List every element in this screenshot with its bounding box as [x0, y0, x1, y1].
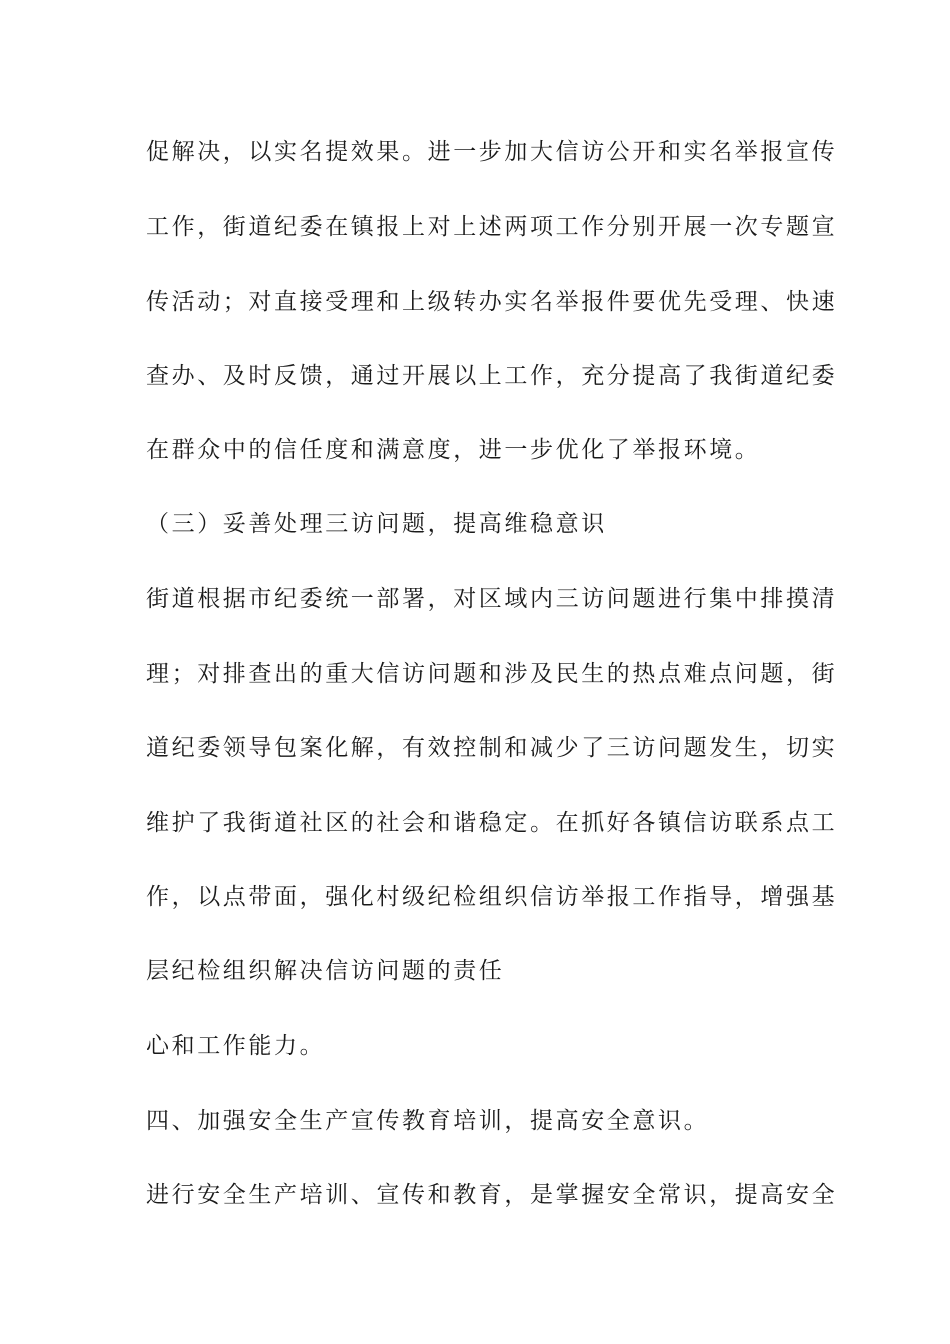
section-heading: （三）妥善处理三访问题，提高维稳意识 [146, 511, 607, 537]
paragraph-line: 理；对排查出的重大信访问题和涉及民生的热点难点问题，街 [146, 661, 838, 687]
paragraph-line: 传活动；对直接受理和上级转办实名举报件要优先受理、快速 [146, 289, 838, 315]
paragraph-line: 作，以点带面，强化村级纪检组织信访举报工作指导，增强基 [146, 884, 838, 910]
section-heading: 四、加强安全生产宣传教育培训，提高安全意识。 [146, 1108, 710, 1134]
paragraph-line: 道纪委领导包案化解，有效控制和减少了三访问题发生，切实 [146, 735, 838, 761]
paragraph-line: 工作，街道纪委在镇报上对上述两项工作分别开展一次专题宣 [146, 214, 838, 240]
paragraph-line: 进行安全生产培训、宣传和教育，是掌握安全常识，提高安全 [146, 1182, 838, 1208]
paragraph-line: 街道根据市纪委统一部署，对区域内三访问题进行集中排摸清 [146, 586, 838, 612]
paragraph-line: 查办、及时反馈，通过开展以上工作，充分提高了我街道纪委 [146, 363, 838, 389]
paragraph-line: 心和工作能力。 [146, 1033, 326, 1059]
paragraph-line: 维护了我街道社区的社会和谐稳定。在抓好各镇信访联系点工 [146, 810, 838, 836]
paragraph-line: 促解决，以实名提效果。进一步加大信访公开和实名举报宣传 [146, 139, 838, 165]
paragraph-line: 层纪检组织解决信访问题的责任 [146, 958, 505, 984]
paragraph-line: 在群众中的信任度和满意度，进一步优化了举报环境。 [146, 437, 761, 463]
